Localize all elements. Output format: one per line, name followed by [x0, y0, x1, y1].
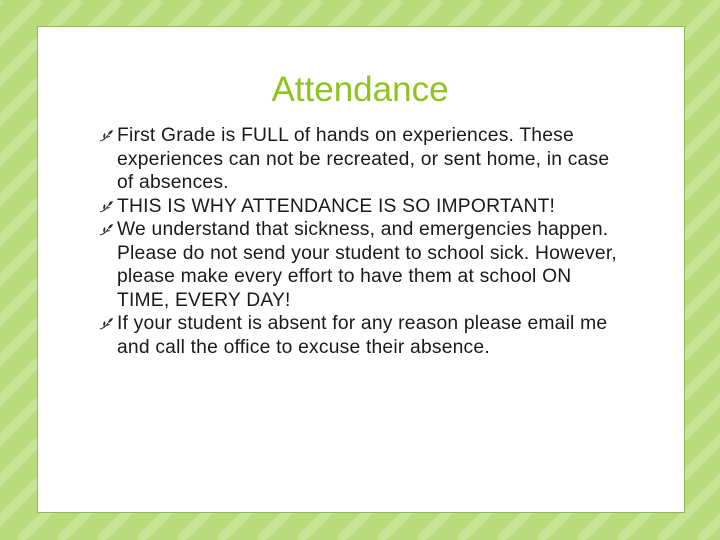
sprout-icon: [99, 129, 114, 142]
bullet-list: [98, 124, 618, 359]
sprout-icon: [99, 223, 114, 236]
bullet-item: [98, 218, 618, 312]
sprout-icon: [99, 200, 114, 213]
bullet-text: We understand that sickness, and emergencies happen. Please do not send your student to school sick. However, please make every effort to have them at school ON TIME, EVERY DAY!: [117, 219, 617, 311]
slide-title: Attendance: [271, 70, 449, 109]
sprout-icon: [99, 317, 114, 330]
bullet-text: If your student is absent for any reason please email me and call the office to excuse their absence.: [117, 313, 608, 358]
bullet-text: First Grade is FULL of hands on experiences. These experiences can not be recreated, or sent home, in case of absences.: [117, 125, 610, 193]
bullet-text: THIS IS WHY ATTENDANCE IS SO IMPORTANT!: [117, 195, 556, 217]
bullet-item: [98, 312, 618, 359]
bullet-item: [98, 124, 618, 195]
bullet-item: [98, 195, 618, 219]
